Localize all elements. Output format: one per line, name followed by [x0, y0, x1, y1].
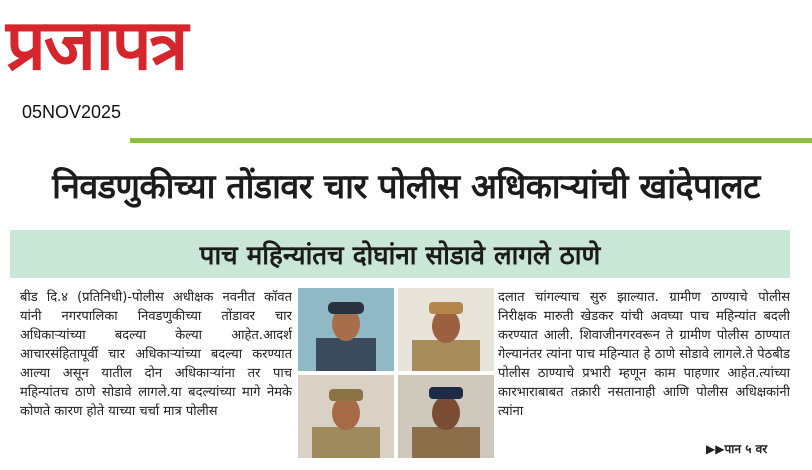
headline: निवडणुकीच्या तोंडावर चार पोलीस अधिकाऱ्यांची खांदेपालट: [52, 167, 760, 207]
article-column-left: बीड दि.४ (प्रतिनिधी)-पोलीस अधीक्षक नवनीत कॉवत यांनी नगरपालिका निवडणुकीच्या तोंडावर चार अधिकाऱ्यांच्या बदल्या केल्या आहेत.आदर्श आचारसंहितापूर्वी चार अधिकाऱ्यांच्या बदल्या करण्यात आल्या असून यातील दोन अधिकाऱ्यांना तर पाच महिन्यांतच ठाणे सोडावे लागले.या बदल्यांच्या मागे नेमके कोणते कारण होते याच्या चर्चा मात्र पोलीस: [20, 290, 292, 419]
officer-photo-4: [398, 375, 494, 458]
header-divider: [130, 138, 812, 143]
officer-photos: [298, 288, 494, 458]
adjacent-column-edge: [802, 288, 810, 458]
continued-on-page-link[interactable]: ▶▶पान ५ वर: [706, 442, 768, 456]
masthead-logo: प्रजापत्र: [6, 3, 187, 86]
publication-date: 05NOV2025: [22, 102, 122, 122]
officer-photo-3: [298, 375, 394, 458]
officer-photo-2: [398, 288, 494, 371]
subheadline: पाच महिन्यांतच दोघांना सोडावे लागले ठाणे: [10, 230, 790, 278]
article-column-right: दलात चांगल्याच सुरु झाल्यात. ग्रामीण ठाण्याचे पोलीस निरीक्षक मारुती खेडकर यांची अवघ्या पाच महिन्यांत बदली करण्यात आली. शिवाजीनगरवरून ते ग्रामीण पोलीस ठाण्यात गेल्यानंतर त्यांना पाच महिन्यात हे ठाणे सोडावे लागले.ते पेठबीड पोलीस ठाण्याचे प्रभारी म्हणून काम पाहणार आहेत.त्यांच्या कारभाराबाबत तक्रारी नसतानाही आणि पोलीस अधिक्षकांनी त्यांना: [498, 290, 790, 419]
officer-photo-1: [298, 288, 394, 371]
